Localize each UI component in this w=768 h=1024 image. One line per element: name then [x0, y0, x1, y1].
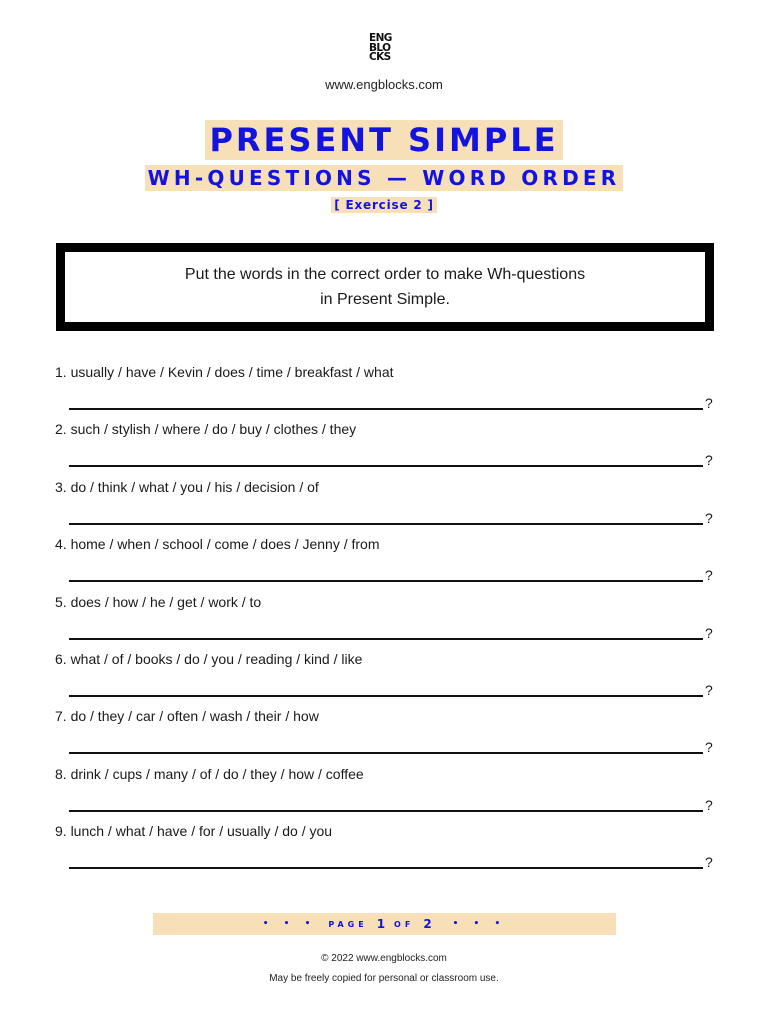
page-word: PAGE	[328, 919, 368, 929]
instructions-box	[56, 243, 714, 331]
question-prompt: 4. home / when / school / come / does / Jenny / from	[55, 536, 380, 553]
answer-line[interactable]	[69, 465, 703, 467]
question-mark: ?	[705, 624, 713, 641]
license-notice: May be freely copied for personal or classroom use.	[269, 973, 499, 984]
question-mark: ?	[705, 739, 713, 756]
question-list	[55, 364, 715, 881]
question-mark: ?	[705, 854, 713, 871]
question-prompt: 6. what / of / books / do / you / reading / kind / like	[55, 650, 363, 667]
question-prompt: 7. do / they / car / often / wash / their / how	[55, 708, 319, 725]
question-mark: ?	[705, 452, 713, 469]
title-container	[0, 120, 768, 160]
question-prompt: 2. such / stylish / where / do / buy / clothes / they	[55, 421, 357, 438]
answer-line[interactable]	[69, 580, 703, 582]
instructions-line-1: Put the words in the correct order to make Wh-questions	[184, 266, 586, 283]
question-item	[55, 766, 715, 823]
decorative-dots: • • •	[452, 919, 507, 929]
instructions-line-2: in Present Simple.	[320, 291, 450, 308]
question-mark: ?	[705, 395, 713, 411]
answer-line[interactable]	[69, 810, 703, 812]
question-mark: ?	[705, 509, 713, 526]
logo-line: CKS	[369, 51, 391, 63]
question-mark: ?	[705, 567, 713, 584]
question-prompt: 9. lunch / what / have / for / usually / do / you	[55, 823, 333, 840]
instructions-text	[185, 262, 585, 312]
engblocks-logo	[369, 34, 399, 63]
decorative-dots: • • •	[262, 919, 317, 929]
exercise-container	[0, 196, 768, 214]
question-item	[55, 364, 715, 421]
question-item	[55, 594, 715, 651]
subtitle-container	[0, 165, 768, 191]
page-indicator	[153, 913, 616, 935]
question-item	[55, 479, 715, 536]
question-prompt: 3. do / think / what / you / his / decision / of	[55, 478, 319, 495]
question-prompt: 5. does / how / he / get / work / to	[55, 593, 262, 610]
question-item	[55, 823, 715, 880]
current-page-number: 1	[376, 917, 386, 931]
page-title: PRESENT SIMPLE	[205, 120, 562, 160]
answer-line[interactable]	[69, 752, 703, 754]
question-mark: ?	[705, 681, 713, 698]
of-word: OF	[394, 919, 415, 929]
answer-line[interactable]	[69, 408, 703, 410]
site-url: www.engblocks.com	[325, 77, 443, 92]
question-item	[55, 421, 715, 478]
question-mark: ?	[705, 796, 713, 813]
question-prompt: 1. usually / have / Kevin / does / time / breakfast / what	[55, 364, 394, 380]
page-subtitle: WH-QUESTIONS — WORD ORDER	[145, 165, 624, 191]
answer-line[interactable]	[69, 695, 703, 697]
answer-line[interactable]	[69, 867, 703, 869]
question-item	[55, 708, 715, 765]
copyright-notice: © 2022 www.engblocks.com	[321, 953, 447, 964]
logo-line: BLO	[369, 41, 391, 54]
exercise-label: [ Exercise 2 ]	[331, 197, 437, 213]
logo-line: ENG	[369, 32, 392, 44]
question-prompt: 8. drink / cups / many / of / do / they / how / coffee	[55, 765, 364, 782]
answer-line[interactable]	[69, 523, 703, 525]
total-pages-number: 2	[423, 917, 432, 931]
question-item	[55, 651, 715, 708]
question-item	[55, 536, 715, 593]
answer-line[interactable]	[69, 638, 703, 640]
